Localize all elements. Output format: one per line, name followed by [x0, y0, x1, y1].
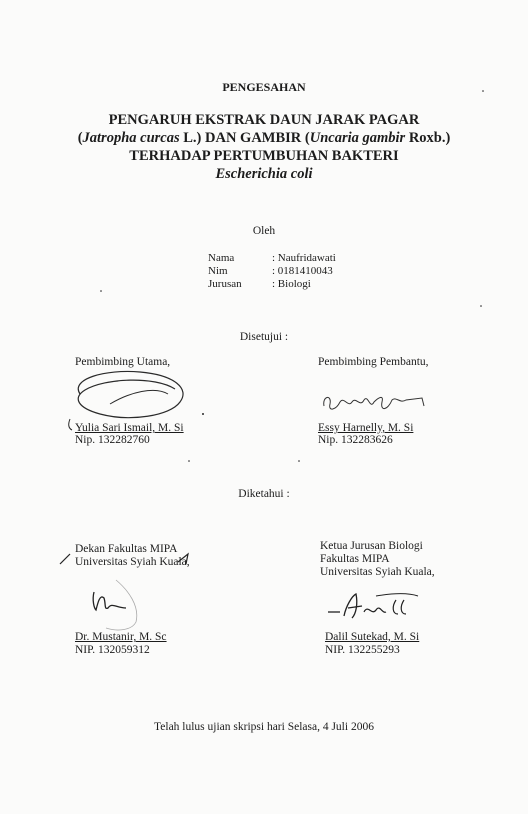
name-label: Nama: [208, 252, 235, 264]
scan-speck: [100, 290, 102, 292]
assistant-supervisor-nip: Nip. 132283626: [318, 434, 393, 446]
by-label: Oleh: [252, 225, 276, 237]
title-line-1: PENGARUH EKSTRAK DAUN JARAK PAGAR: [108, 112, 420, 128]
title-line-4: Escherichia coli: [215, 166, 313, 182]
dean-signature: [56, 550, 206, 635]
dean-nip: NIP. 132059312: [75, 644, 150, 656]
assistant-supervisor-signature: [318, 388, 428, 420]
author-2: Roxb.): [405, 130, 451, 146]
exam-pass-note: Telah lulus ujian skripsi hari Selasa, 4 Juli 2006: [154, 721, 374, 733]
nim-value: : 0181410043: [272, 265, 333, 277]
scan-speck: [188, 460, 190, 462]
dean-role-line-1: Dekan Fakultas MIPA: [75, 543, 178, 555]
acknowledged-label: Diketahui :: [238, 488, 290, 500]
head-nip: NIP. 132255293: [325, 644, 400, 656]
department-value: : Biologi: [272, 278, 311, 290]
title-paren: (: [77, 130, 83, 146]
scan-speck: [298, 460, 300, 462]
dean-name: Dr. Mustanir, M. Sc: [75, 631, 167, 643]
scan-speck: [480, 305, 482, 307]
assistant-supervisor-name: Essy Harnelly, M. Si: [318, 422, 414, 434]
head-role-line-2: Fakultas MIPA: [320, 553, 390, 565]
department-label: Jurusan: [208, 278, 242, 290]
scan-speck: [482, 90, 484, 92]
author-1: L.) DAN GAMBIR (: [179, 130, 310, 146]
title-line-3: TERHADAP PERTUMBUHAN BAKTERI: [129, 148, 399, 164]
assistant-supervisor-role: Pembimbing Pembantu,: [318, 356, 429, 368]
species-uncaria: Uncaria gambir: [309, 130, 406, 146]
title-line-2: [0, 130, 528, 147]
name-value: : Naufridawati: [272, 252, 336, 264]
species-jatropha: Jatropha curcas: [82, 130, 180, 146]
head-role-line-3: Universitas Syiah Kuala,: [320, 566, 435, 578]
nim-label: Nim: [208, 265, 228, 277]
main-supervisor-name: Yulia Sari Ismail, M. Si: [75, 422, 184, 434]
page-heading: PENGESAHAN: [222, 80, 306, 94]
main-supervisor-nip: Nip. 132282760: [75, 434, 150, 446]
dean-role-line-2: Universitas Syiah Kuala,: [75, 556, 190, 568]
approved-label: Disetujui :: [239, 331, 289, 343]
head-signature: [326, 590, 426, 624]
main-supervisor-role: Pembimbing Utama,: [75, 356, 171, 368]
head-role-line-1: Ketua Jurusan Biologi: [320, 540, 423, 552]
head-name: Dalil Sutekad, M. Si: [325, 631, 420, 643]
